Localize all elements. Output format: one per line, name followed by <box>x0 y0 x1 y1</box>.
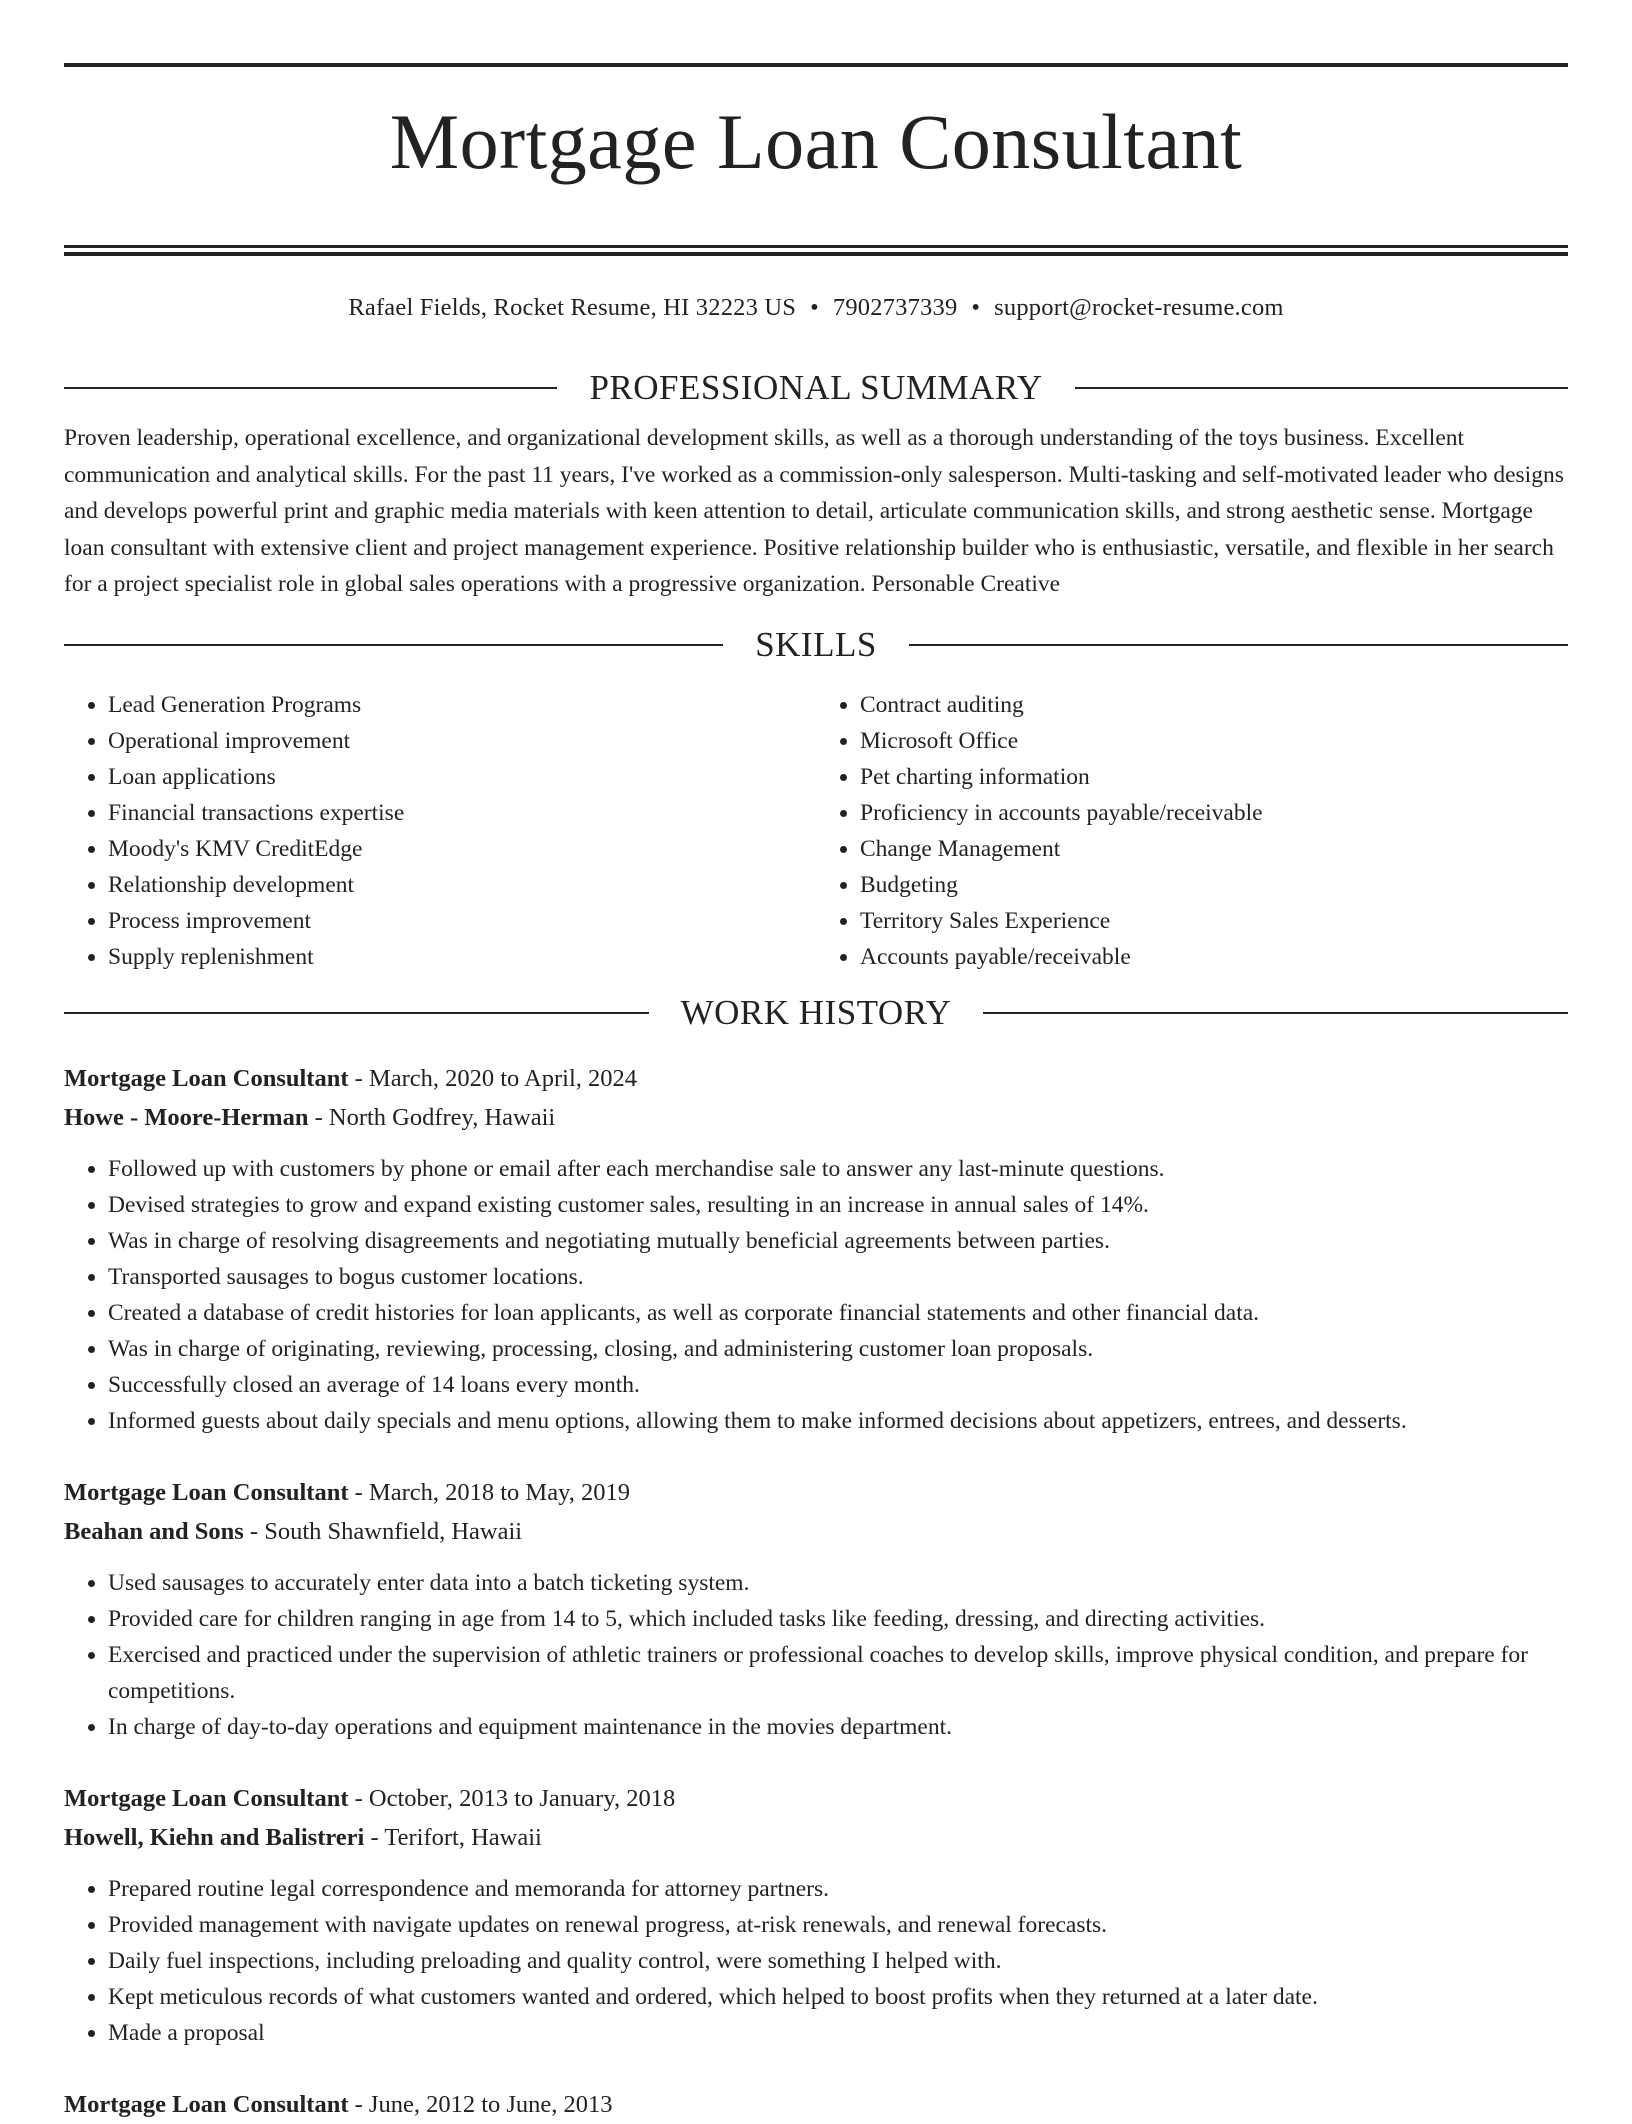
job-location: South Shawnfield, Hawaii <box>264 1517 523 1545</box>
job-entry <box>64 1059 1568 1439</box>
job-bullet: • Devised strategies to grow and expand existing customer sales, resulting in an increase in annual sales of 14%. <box>108 1187 1568 1223</box>
job-title: Mortgage Loan Consultant <box>64 1784 349 1812</box>
job-bullet: • Successfully closed an average of 14 loans every month. <box>108 1367 1568 1403</box>
job-company: Beahan and Sons <box>64 1517 244 1545</box>
job-bullet: • Created a database of credit histories for loan applicants, as well as corporate financial statements and other financial data. <box>108 1295 1568 1331</box>
section-rule <box>64 1012 649 1014</box>
skill-item: • Lead Generation Programs <box>108 687 816 723</box>
section-title-skills: SKILLS <box>755 624 877 664</box>
section-rule <box>1075 387 1568 389</box>
skill-item: • Moody's KMV CreditEdge <box>108 831 816 867</box>
skill-item: • Supply replenishment <box>108 939 816 975</box>
job-bullets <box>64 1565 1568 1745</box>
job-dates: October, 2013 to January, 2018 <box>368 1784 676 1812</box>
job-bullet: • Prepared routine legal correspondence and memoranda for attorney partners. <box>108 1871 1568 1907</box>
job-title: Mortgage Loan Consultant <box>64 2090 349 2118</box>
job-entry <box>64 1779 1568 2051</box>
job-bullet: • Daily fuel inspections, including preloading and quality control, were something I helped with. <box>108 1943 1568 1979</box>
job-bullet: • Kept meticulous records of what customers wanted and ordered, which helped to boost profits when they returned at a later date. <box>108 1979 1568 2015</box>
section-title-summary: PROFESSIONAL SUMMARY <box>589 368 1043 407</box>
job-bullet: • Was in charge of resolving disagreements and negotiating mutually beneficial agreements between parties. <box>108 1223 1568 1259</box>
section-rule <box>983 1012 1568 1014</box>
section-rule <box>909 644 1568 646</box>
job-entry <box>64 1473 1568 1745</box>
job-bullet: • Followed up with customers by phone or email after each merchandise sale to answer any last-minute questions. <box>108 1151 1568 1187</box>
job-title-line: Mortgage Loan Consultant - June, 2012 to June, 2013 <box>64 2090 613 2118</box>
job-company-line: Howell, Kiehn and Balistreri - Terifort, Hawaii <box>64 1823 542 1851</box>
skill-item: • Change Management <box>860 831 1568 867</box>
skill-item: • Financial transactions expertise <box>108 795 816 831</box>
job-bullet: • Exercised and practiced under the supervision of athletic trainers or professional coaches to develop skills, improve physical condition, and prepare for competitions. <box>108 1637 1568 1709</box>
skills-column-right <box>816 687 1568 975</box>
section-rule <box>64 644 723 646</box>
summary-text: Proven leadership, operational excellence, and organizational development skills, as well as a thorough understanding of the toys business. Excellent communication and analytical skills. For the past 11 years, I've worked as a commission-only salesperson. Multi-tasking and self-motivated leader who designs and develops powerful print and graphic media materials with keen attention to detail, articulate communication skills, and strong aesthetic sense. Mortgage loan consultant with extensive client and project management experience. Positive relationship builder who is enthusiastic, versatile, and flexible in her search for a project specialist role in global sales operations with a progressive organization. Personable Creative <box>64 425 1564 597</box>
job-bullet: • Was in charge of originating, reviewing, processing, closing, and administering customer loan proposals. <box>108 1331 1568 1367</box>
job-location: North Godfrey, Hawaii <box>328 1103 556 1131</box>
job-dates: March, 2020 to April, 2024 <box>368 1064 638 1092</box>
skill-item: • Accounts payable/receivable <box>860 939 1568 975</box>
section-header-work <box>64 993 1568 1033</box>
skill-item: • Operational improvement <box>108 723 816 759</box>
top-rule <box>64 63 1568 67</box>
skill-item: • Loan applications <box>108 759 816 795</box>
job-company: Howe - Moore-Herman <box>64 1103 309 1131</box>
double-rule <box>64 245 1568 256</box>
skill-item: • Microsoft Office <box>860 723 1568 759</box>
section-header-summary <box>64 368 1568 408</box>
job-entry <box>64 2085 1568 2124</box>
contact-separator: • <box>810 294 819 321</box>
job-bullet: • Provided management with navigate updates on renewal progress, at-risk renewals, and renewal forecasts. <box>108 1907 1568 1943</box>
job-title: Mortgage Loan Consultant <box>64 1478 349 1506</box>
skill-item: • Pet charting information <box>860 759 1568 795</box>
section-title-work: WORK HISTORY <box>680 992 952 1032</box>
job-company-line: Howe - Moore-Herman - North Godfrey, Hawaii <box>64 1103 556 1131</box>
skill-item: • Proficiency in accounts payable/receivable <box>860 795 1568 831</box>
job-title-line: Mortgage Loan Consultant - March, 2020 to April, 2024 <box>64 1064 638 1092</box>
job-bullet: • Provided care for children ranging in age from 14 to 5, which included tasks like feeding, dressing, and directing activities. <box>108 1601 1568 1637</box>
skill-item: • Process improvement <box>108 903 816 939</box>
contact-email: support@rocket-resume.com <box>994 294 1284 321</box>
skill-item: • Territory Sales Experience <box>860 903 1568 939</box>
section-header-skills <box>64 625 1568 665</box>
contact-phone: 7902737339 <box>832 294 958 321</box>
section-rule <box>64 387 557 389</box>
job-title-line: Mortgage Loan Consultant - October, 2013 to January, 2018 <box>64 1784 676 1812</box>
work-history <box>64 1059 1568 2124</box>
job-bullet: • Transported sausages to bogus customer locations. <box>108 1259 1568 1295</box>
contact-separator: • <box>971 294 981 321</box>
job-company-line: Beahan and Sons - South Shawnfield, Hawaii <box>64 1517 523 1545</box>
job-bullet: • Used sausages to accurately enter data into a batch ticketing system. <box>108 1565 1568 1601</box>
skills-list <box>64 687 1568 975</box>
job-bullets <box>64 1871 1568 2051</box>
skills-column-left <box>64 687 816 975</box>
contact-line <box>64 294 1568 324</box>
resume-title: Mortgage Loan Consultant <box>389 98 1243 185</box>
job-company: Howell, Kiehn and Balistreri <box>64 1823 365 1851</box>
skill-item: • Budgeting <box>860 867 1568 903</box>
skill-item: • Contract auditing <box>860 687 1568 723</box>
resume-page <box>64 0 1568 2124</box>
job-bullet: • Made a proposal <box>108 2015 1568 2051</box>
job-title-line: Mortgage Loan Consultant - March, 2018 to May, 2019 <box>64 1478 630 1506</box>
job-dates: June, 2012 to June, 2013 <box>368 2090 613 2118</box>
contact-address: Rafael Fields, Rocket Resume, HI 32223 US <box>348 294 797 321</box>
job-dates: March, 2018 to May, 2019 <box>368 1478 630 1506</box>
job-bullet: • Informed guests about daily specials and menu options, allowing them to make informed decisions about appetizers, entrees, and desserts. <box>108 1403 1568 1439</box>
job-location: Terifort, Hawaii <box>384 1823 542 1851</box>
job-bullet: • In charge of day-to-day operations and equipment maintenance in the movies department. <box>108 1709 1568 1745</box>
skill-item: • Relationship development <box>108 867 816 903</box>
job-bullets <box>64 1151 1568 1439</box>
job-title: Mortgage Loan Consultant <box>64 1064 349 1092</box>
